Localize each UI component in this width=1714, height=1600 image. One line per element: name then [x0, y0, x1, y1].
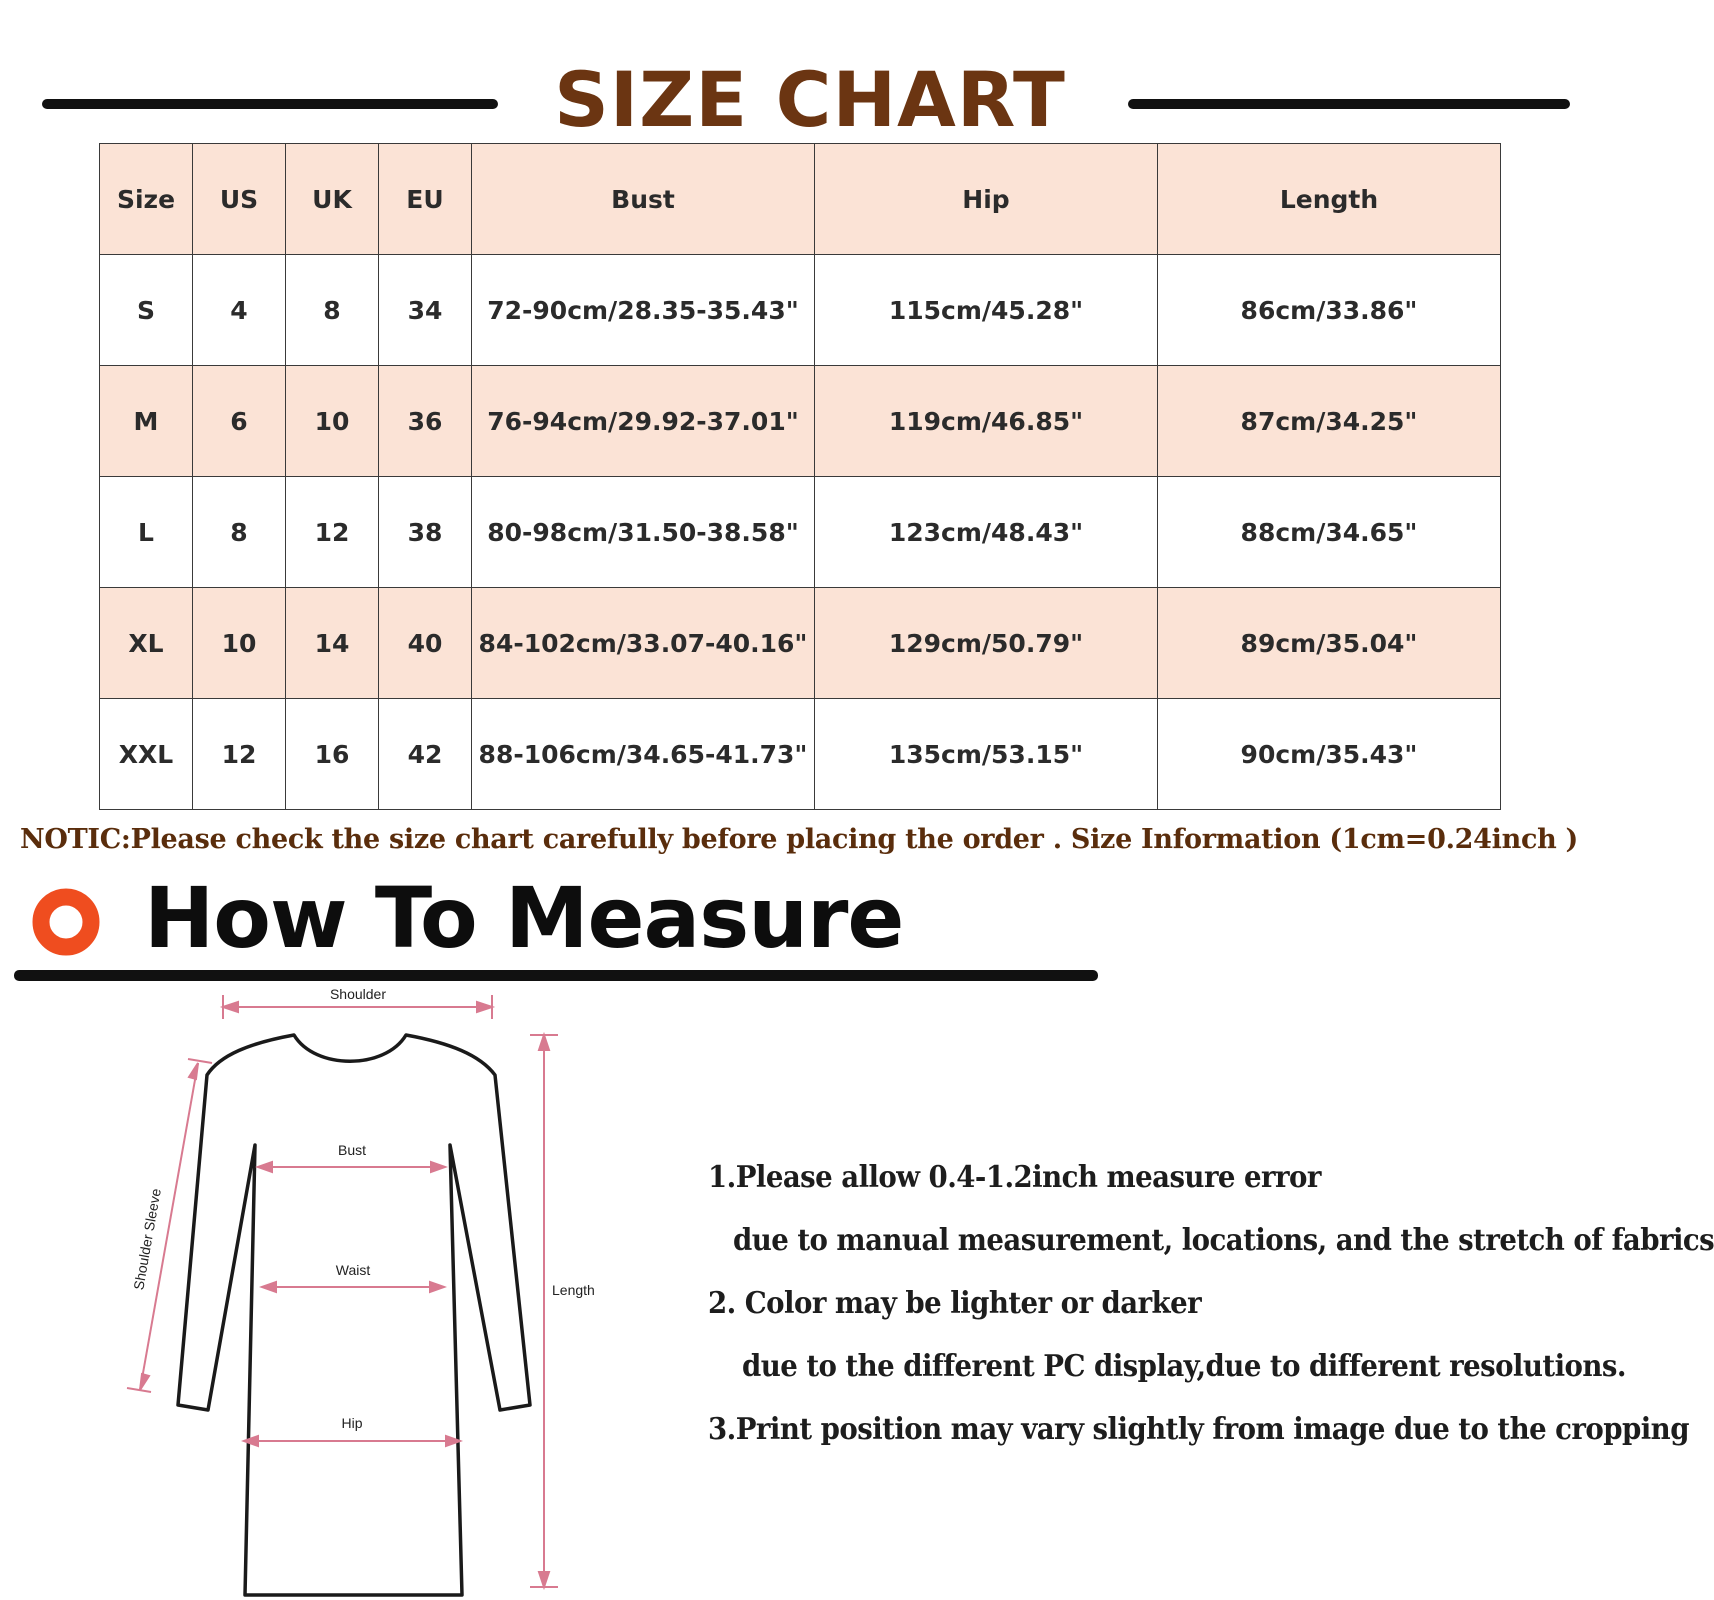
table-row [100, 255, 1501, 366]
bust-measure [258, 1162, 445, 1172]
dress-outline [178, 1035, 530, 1595]
cell-us: 4 [193, 255, 286, 366]
waist-label: Waist [335, 1262, 371, 1278]
header-size: Size [100, 144, 193, 255]
measure-rule [14, 970, 1098, 981]
cell-uk: 16 [286, 699, 379, 810]
cell-uk: 10 [286, 366, 379, 477]
size-notice: NOTIC:Please check the size chart carefully before placing the order . Size Information (1cm=0.24inch ) [20, 824, 1578, 855]
header-length: Length [1158, 144, 1501, 255]
cell-size: L [100, 477, 193, 588]
title-rule-left [42, 99, 498, 109]
cell-hip: 123cm/48.43" [815, 477, 1158, 588]
header-us: US [193, 144, 286, 255]
length-label: Length [552, 1282, 595, 1298]
note-3: 3.Print position may vary slightly from image due to the cropping [708, 1412, 1689, 1447]
cell-size: XL [100, 588, 193, 699]
cell-hip: 115cm/45.28" [815, 255, 1158, 366]
table-row [100, 477, 1501, 588]
cell-size: S [100, 255, 193, 366]
table-row [100, 366, 1501, 477]
cell-eu: 40 [379, 588, 472, 699]
cell-eu: 36 [379, 366, 472, 477]
shoulder-sleeve-label: Shoulder Sleeve [130, 1187, 164, 1292]
table-header-row [100, 144, 1501, 255]
cell-eu: 42 [379, 699, 472, 810]
cell-length: 89cm/35.04" [1158, 588, 1501, 699]
cell-eu: 34 [379, 255, 472, 366]
header-eu: EU [379, 144, 472, 255]
cell-hip: 119cm/46.85" [815, 366, 1158, 477]
cell-size: XXL [100, 699, 193, 810]
cell-hip: 129cm/50.79" [815, 588, 1158, 699]
cell-bust: 76-94cm/29.92-37.01" [472, 366, 815, 477]
cell-us: 12 [193, 699, 286, 810]
orange-ring-icon [31, 887, 101, 957]
cell-bust: 80-98cm/31.50-38.58" [472, 477, 815, 588]
shoulder-label: Shoulder [329, 986, 387, 1002]
cell-length: 90cm/35.43" [1158, 699, 1501, 810]
note-1: 1.Please allow 0.4-1.2inch measure error [708, 1160, 1321, 1195]
cell-bust: 72-90cm/28.35-35.43" [472, 255, 815, 366]
waist-measure [262, 1282, 444, 1292]
cell-length: 86cm/33.86" [1158, 255, 1501, 366]
cell-bust: 88-106cm/34.65-41.73" [472, 699, 815, 810]
hip-measure [244, 1436, 460, 1446]
hip-label: Hip [341, 1415, 363, 1431]
shoulder-sleeve-measure [127, 1059, 212, 1392]
header-bust: Bust [472, 144, 815, 255]
header-hip: Hip [815, 144, 1158, 255]
length-measure [530, 1035, 558, 1587]
cell-us: 8 [193, 477, 286, 588]
cell-us: 6 [193, 366, 286, 477]
note-2-detail: due to the different PC display,due to different resolutions. [742, 1349, 1626, 1384]
cell-hip: 135cm/53.15" [815, 699, 1158, 810]
header-uk: UK [286, 144, 379, 255]
title-rule-right [1128, 99, 1570, 109]
cell-uk: 12 [286, 477, 379, 588]
size-table [99, 143, 1501, 810]
bust-label: Bust [337, 1142, 367, 1158]
cell-bust: 84-102cm/33.07-40.16" [472, 588, 815, 699]
cell-uk: 14 [286, 588, 379, 699]
cell-length: 88cm/34.65" [1158, 477, 1501, 588]
cell-uk: 8 [286, 255, 379, 366]
table-row [100, 699, 1501, 810]
size-chart-title: SIZE CHART [554, 55, 1066, 144]
cell-us: 10 [193, 588, 286, 699]
note-2: 2. Color may be lighter or darker [708, 1286, 1202, 1321]
cell-eu: 38 [379, 477, 472, 588]
table-row [100, 588, 1501, 699]
cell-length: 87cm/34.25" [1158, 366, 1501, 477]
how-to-measure-title: How To Measure [144, 869, 904, 967]
cell-size: M [100, 366, 193, 477]
dress-measurement-diagram [120, 985, 620, 1600]
note-1-detail: due to manual measurement, locations, and the stretch of fabrics [733, 1223, 1714, 1258]
